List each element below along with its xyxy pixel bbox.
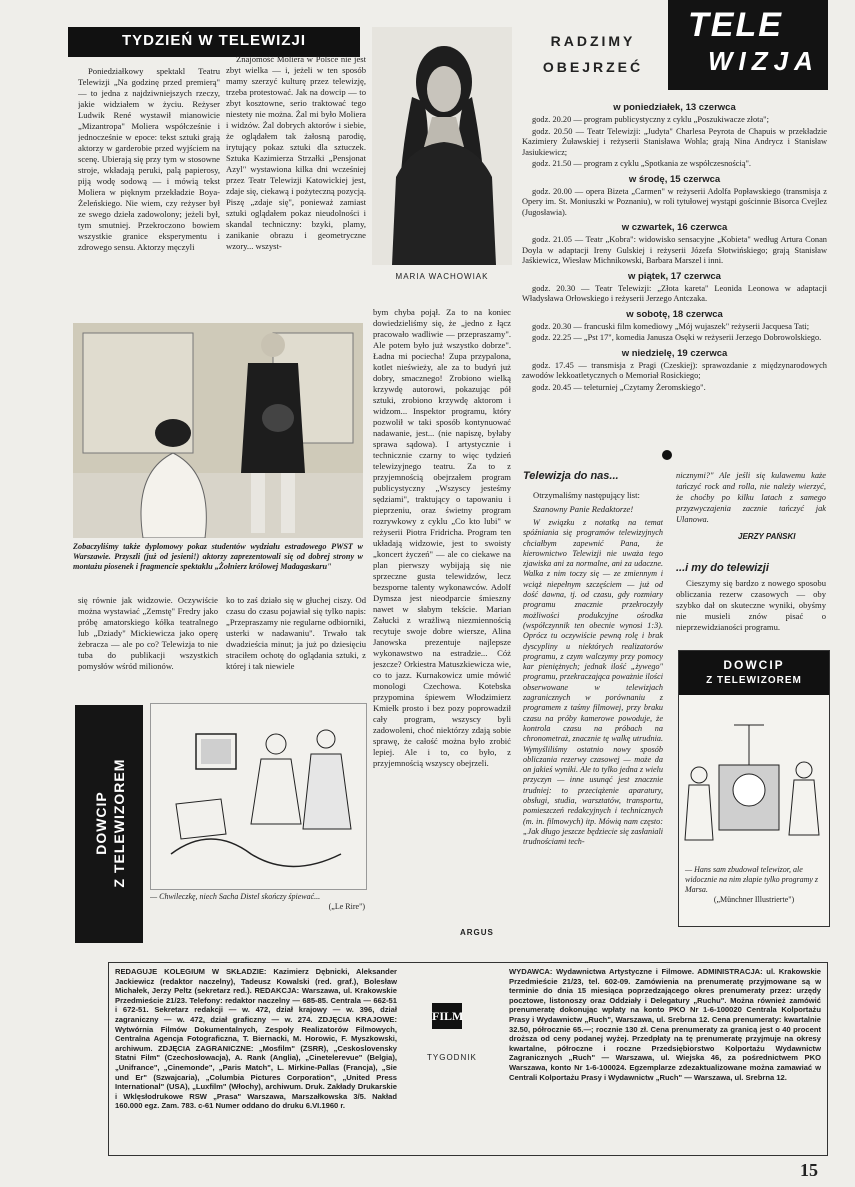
program-entry: godz. 17.45 — transmisja z Pragi (Czeskiej): sprawozdanie z międzynarodowych zawodów lekkoatletycznych o Memoriał Rosickiego; bbox=[522, 360, 827, 380]
footer-right-text: WYDAWCA: Wydawnictwa Artystyczne i Filmowe. ADMINISTRACJA: ul. Krakowskie Przedmieście 21/23, tel. 602-09. Zamówienia na prenumeratę przyjmowane są w terminie do dnia 15 miesiąca poprzedzającego okres prenumeraty przez: urzędy pocztowe, listonoszy oraz Oddziały i Delegatury „Ruchu". Można również zamówić prenumeratę dokonując wpłaty na konto PKO Nr 1-6-100020 Centrala Kolportażu Prasy i Wydawnictw „Ruch", Warszawa, ul. Srebrna 12. Cena prenumeraty: kwartalnie 32.50, półrocznie 65.—; rocznie 130 zł. Cena prenumeraty za granicą jest o 40 procent droższa od ceny podanej wyżej. Przedpłaty na tę prenumeratę przyjmuje na okresy kwartalne, półroczne i roczne Przedsiębiorstwo Kolportażu Wydawnictw Zagranicznych „Ruch" — Warszawa, ul. Wiejska 46, za pośrednictwem PKO Warszawa, konto Nr 1-6-100024. Egzemplarze zdezaktualizowane można zamawiać w Centrali Kolportażu Prasy i Wydawnictw „Ruch" — Warszawa, ul. Srebrna 12. bbox=[509, 967, 821, 1082]
program-entry: godz. 20.30 — francuski film komediowy „Mój wujaszek" reżyserii Jacquesa Tati; bbox=[532, 321, 810, 331]
program-entry: godz. 20.30 — Teatr Telewizji: „Złota kareta" Leonida Leonowa w adaptacji Władysława Orłowskiego i reżyserii Jerzego Antczaka. bbox=[522, 283, 827, 303]
stage-scene-illustration bbox=[73, 323, 363, 538]
photo-caption-students: Zobaczyliśmy także dyplomowy pokaz studentów wydziału estradowego PWST w Warszawie. Przyszli (już od jesieni!) aktorzy zaprezentowali się od dobrej strony w montażu piosenek i fragmencie spektaklu „Żołnierz królowej Madagaskaru" bbox=[73, 542, 363, 571]
telewizja-logo bbox=[668, 0, 828, 90]
dowcip-label-bottom: Z TELEWIZOREM bbox=[111, 758, 127, 888]
article-column-2 bbox=[226, 54, 366, 316]
dowcip-label-top: DOWCIP bbox=[93, 791, 109, 855]
logo-bottom: WIZJA bbox=[708, 46, 819, 76]
article-column-1-continued: się równie jak widzowie. Oczywiście można wystawiać „Zemstę" Fredry jako próbę amatorskiego kółka teatralnego lub „Dziady" Mickiewicza jako operę żebracza — ale po co? Telewizja to nie tuba do publikacji wszystkich pomysłów wśród milionów. bbox=[78, 595, 218, 671]
photo-student-show bbox=[73, 323, 363, 538]
article-column-2-continued: ko to zaś działo się w głuchej ciszy. Od czasu do czasu pojawiał się tylko napis: „Przepraszamy nie regularne odbiorniki, usterki w nadawaniu". Trwało tak dwadzieścia minut; ja już po dziesięciu straciłem ochotę do oglądania sztuki, z której i tak niewiele bbox=[226, 595, 366, 671]
program-day-heading: w poniedziałek, 13 czerwca bbox=[613, 102, 736, 113]
article-author: ARGUS bbox=[460, 928, 494, 937]
letter-body: W związku z notatką na temat spóźniania się programów telewizyjnych chciałbym zapewnić Pana, że kierownictwo Telewizji nie uważa tego zjawiska ani za normalne, ani za udaczne. Walka z nim toczy się — ze zmiennym i wciąż niepełnym szczęściem — już od dość dawna, tj. od czasu, gdy rozmiary programu znacznie przekroczyły możliwości produkcyjne ośrodka (współczynnik ten obecnie wynosi 1:3). Oprócz tu oczywiście pewną rolę i brak dyscypliny u niektórych realizatorów programu, z czym walczymy przy pomocy kar pieniężnych; jednak ilość „żywego" programu, przekraczająca poważnie ilości obserwowane w telewizjach zagranicznych w porównaniu z programem z taśmy filmowej, przy braku czasu na próby kamerowe powoduje, że kontrola czasu na próbach na chronometraż, znacznie tę walkę utrudnia. Wymyśliliśmy ostatnio nowy sposób obliczania rezerwy czasowej — może da on jakieś wyniki. Ale to tylko jedna z wielu przyczyn — inne usunąć jest znacznie trudniej: to przeciążenie aparatury, obsługi, studia, warsztatów, transportu, pomieszczeń redakcyjnych i technicznych (m. in. filmowych) itp. Mówią nam często: „Jak długo jeszcze będziecie się zasłaniali trudnościami tech- bbox=[523, 518, 663, 847]
letter-intro: Otrzymaliśmy następujący list: bbox=[533, 490, 640, 500]
program-entry: godz. 20.50 — Teatr Telewizji: „Judyta" Charlesa Peyrota de Chapuis w przekładzie Kazimiery Żuławskiej i reżyserii Stanisława Wohla; grają Nina Andrycz i Stanisław Jasiukiewicz; bbox=[522, 126, 827, 157]
program-entry: godz. 20.45 — teleturniej „Czytamy Żeromskiego". bbox=[532, 382, 706, 392]
section-title: TYDZIEŃ W TELEWIZJI bbox=[122, 32, 306, 49]
reply-title: ...i my do telewizji bbox=[676, 562, 769, 574]
page-number: 15 bbox=[800, 1160, 818, 1180]
program-day-heading: w czwartek, 16 czerwca bbox=[621, 222, 728, 233]
letter-section bbox=[523, 470, 663, 940]
article-text: Znajomość Moliera w Polsce nie jest zbyt wielka — i, jeżeli w ten sposób mamy szerzyć kulturę przez telewizję, trzeba protestować. Jak na dowcip — to zbyt kosztowne, serio traktować tego niestety nie można. Żal mi było Moliera i widzów. Żal dobrych aktorów i siebie, że oglądałem tak żałosną parodię, irytujący pokaz sztuki dla sztuczek. Sztuka Kazimierza Strzałki „Pensjonat Azyl" wystawiona kilka dni wcześniej przez Teatr Telewizji Katowickiej jest, zdaje się, ciekawą i pożyteczną pozycją. Piszę „zdaje się", ponieważ zamiast sztuki oglądałem pokaz nieudolności i skandal techniczny: bzyki, plamy, zanikanie obrazu i geometryczne wzory... wszyst- bbox=[226, 54, 366, 251]
bullet-dot bbox=[662, 450, 672, 460]
letter-signature: JERZY PAŃSKI bbox=[738, 532, 796, 541]
dowcip-vertical-label bbox=[75, 705, 143, 943]
reply-section bbox=[676, 562, 826, 662]
program-entry: godz. 22.25 — „Pst 17", komedia Janusza Osęki w reżyserii Jerzego Dobrowolskiego. bbox=[532, 333, 822, 342]
program-entry: godz. 21.05 — Teatr „Kobra": widowisko sensacyjne „Kobieta" według Artura Conan Doyla w adaptacji Ireny Gulskiej i reżyserii Józefa Słotwińskiego; grają Stanisław Jaśkiewicz, Wiesław Michnikowski, Barbara Marszel i inni. bbox=[522, 235, 827, 265]
footer-left-text: REDAGUJE KOLEGIUM W SKŁADZIE: Kazimierz Dębnicki, Aleksander Jackiewicz (redaktor naczelny), Tadeusz Kowalski (red. graf.), Bolesław Michałek, Jerzy Peltz (sekretarz red.). REDAKCJA: Warszawa, ul. Krakowskie Przedmieście 21/23. Telefony: redaktor naczelny — 685-85. Centrala — 662-51 i 672-51. Sekretarz redakcji — w. 472, dział krajowy — w. 396, dział zagraniczny — w. 472, dział graficzny — w. 274. ZDJĘCIA KRAJOWE: Wytwórnia Filmów Dokumentalnych, Zespoły Realizatorów Filmowych, Centralna Agencja Fotograficzna, T. Biernacki, M. Horowic, F. Myszkowski, archiwum. ZDJĘCIA ZAGRANICZNE: „Mosfilm" (ZSRR), „Ceskoslovensky Statni Film" (Czechosłowacja), A. Rank (Anglia), „Cinetelerevue" (Belgia), „Unifrance", „Cinemonde", „Paris Match", L. Mirkine-Pallas (Francja), „Sie und Er" (Szwajcaria), „Columbia Pictures Corporation", „United Press International" (USA), „Luxfilm" (Włochy), archiwum. Druk. Zakłady Drukarskie i Wklęsłodrukowe RSW „Prasa" Warszawa, Marszałkowska 3/5. Nakład 160.000 egz. Zam. 783. c-61 Numer oddano do druku 6.VI.1960 r. bbox=[115, 967, 397, 1111]
article-column-3: bym chyba pojął. Za to na koniec dowiedzieliśmy się, że „jedno z łącz pracowało wadliwie — przepraszamy". Ale potem było już wszystko dobrze". Ładna mi pociecha! Zupa przypalona, kotlet nieświeży, ale za to budyń już dobry, smacznego! Zrobiono wielką krzywdę autorowi, pokazując pół sztuki, zrobiono krzywdę aktorom i widzom... Inspektor programu, który pozwolił w taki sposób kontynuować nadawanie, jest... (nie napiszę, byłaby sprawa sądowa). I artystycznie i technicznie czarny to więc tydzień telewizyjnego teatru. Za to z przyjemnością obejrzałem program publicystyczny „Wszyscy jesteśmy sędziami", traktujący o tapowaniu i pieprzeniu, oraz świetny program rozrywkowy z cyklu „Co kto lubi" w reżyserii Piotra Fridricha. Program ten układają widzowie, jest to swoisty „koncert życzeń" — ale co ciekawe na plan pierwszy wybijają się nie sprzeczne gusta telewidzów, lecz bezsporne talenty wykonawców. Adolf Dymsza jest nieodparcie śmieszny nawet w słabym tekście. Marian Załucki z wrażliwą niezmiennością recytuje swoje dobre wiersze, Alina Janowska prezentuje najlepsze wykonawstwo na estradzie... Cóż jeszcze? Orkiestra Matuszkiewicza wie, co to jazz. Kurnakowicz umie mówić monologi Czechowa. Kotebska przypomina śpiewem Włodzimierz Kmiełk prosto i bez pozy poprowadził cały program, wszyscy byli zadowoleni, choć niektórzy zdają sobie sprawę, że całość można było zrobić lepiej. Ale i to, co było, z przyjemnością wszyscy obejrzeli. bbox=[373, 307, 511, 768]
cartoon-left bbox=[150, 703, 367, 890]
section-title-banner bbox=[68, 27, 360, 57]
program-entry: godz. 20.20 — program publicystyczny z cyklu „Poszukiwacze złota"; bbox=[532, 115, 769, 124]
program-entry: godz. 21.50 — program z cyklu „Spotkania ze współczesnością". bbox=[532, 159, 752, 168]
cartoon-right-caption: — Hans sam zbudował telewizor, ale widocznie na nim złapie tylko programy z Marsa. („Münchner Illustrierte") bbox=[685, 865, 819, 904]
dowcip-right-box bbox=[678, 650, 830, 927]
tygodnik-label: TYGODNIK bbox=[427, 1053, 477, 1062]
cartoon-drawing bbox=[151, 704, 366, 889]
radzimy-heading: RADZIMY OBEJRZEĆ bbox=[542, 33, 644, 75]
logo-top: TELE bbox=[688, 6, 783, 44]
film-logo: FILM bbox=[432, 1003, 462, 1029]
dowcip-right-title: DOWCIP Z TELEWIZOREM bbox=[679, 651, 829, 695]
program-day-heading: w niedzielę, 19 czerwca bbox=[621, 347, 728, 359]
program-day-heading: w środę, 15 czerwca bbox=[628, 173, 721, 185]
article-text: Poniedziałkowy spektakl Teatru Telewizji „Na godzinę przed premierą" — to jedna z najdziwniejszych rzeczy, jakie widziałem w życiu. Reżyser Ludwik René wystawił mianowicie „Mizantropa" Moliera współcześnie i jednocześnie w epoce: tekst sztuki grają aktorzy w garderobie przed wyjściem na scenę. Ubierają się przy tym w stosowne stroje, wkładają peruki, palą papierosy, piją wodę sodową — i mówią tekst Moliera w pięknym przekładzie Boya-Żeleńskiego. Nie wiem, czy reżyser był ze swego dzieła zadowolony; jeżeli był, tym smutniej. Przekroczono bowiem wszystkie granice eksperymentu i zdrowego sensu. Aktorzy męczyli bbox=[78, 66, 220, 252]
program-entry: godz. 20.00 — opera Bizeta „Carmen" w reżyserii Adolfa Popławskiego (transmisja z Opery im. St. Moniuszki w Poznaniu), w roli tytułowej wystąpi gościnnie Bisorca Cvejlez (Jugosławia). bbox=[522, 186, 827, 217]
tv-program-schedule bbox=[522, 98, 827, 443]
program-day-heading: w sobotę, 18 czerwca bbox=[626, 308, 723, 320]
footer-imprint bbox=[108, 962, 828, 1156]
cartoon-right-drawing bbox=[679, 695, 829, 860]
cartoon-left-caption: — Chwileczkę, niech Sacha Distel skończy śpiewać... („Le Rire") bbox=[150, 892, 365, 911]
photo-caption: MARIA WACHOWIAK bbox=[395, 272, 489, 281]
letter-salutation: Szanowny Panie Redaktorze! bbox=[533, 504, 634, 514]
portrait-illustration bbox=[372, 27, 512, 265]
program-day-heading: w piątek, 17 czerwca bbox=[628, 270, 721, 282]
photo-maria-wachowiak bbox=[372, 27, 512, 265]
article-column-1 bbox=[78, 66, 220, 316]
reply-body: Cieszymy się bardzo z nowego sposobu obliczania rezerw czasowych — oby szybko dał on skuteczne wyniki, obyśmy nie musieli znów pisać o nieprzewidzianości programu. bbox=[676, 578, 826, 632]
letter-title: Telewizja do nas... bbox=[523, 470, 619, 482]
letter-continuation: nicznymi?" Ale jeśli się kulawemu każe tańczyć rock and rolla, nie należy wierzyć, że choćby po kilku latach z samego przyzwyczajenia zacznie tańczyć jak Ulanowa. bbox=[676, 471, 826, 524]
